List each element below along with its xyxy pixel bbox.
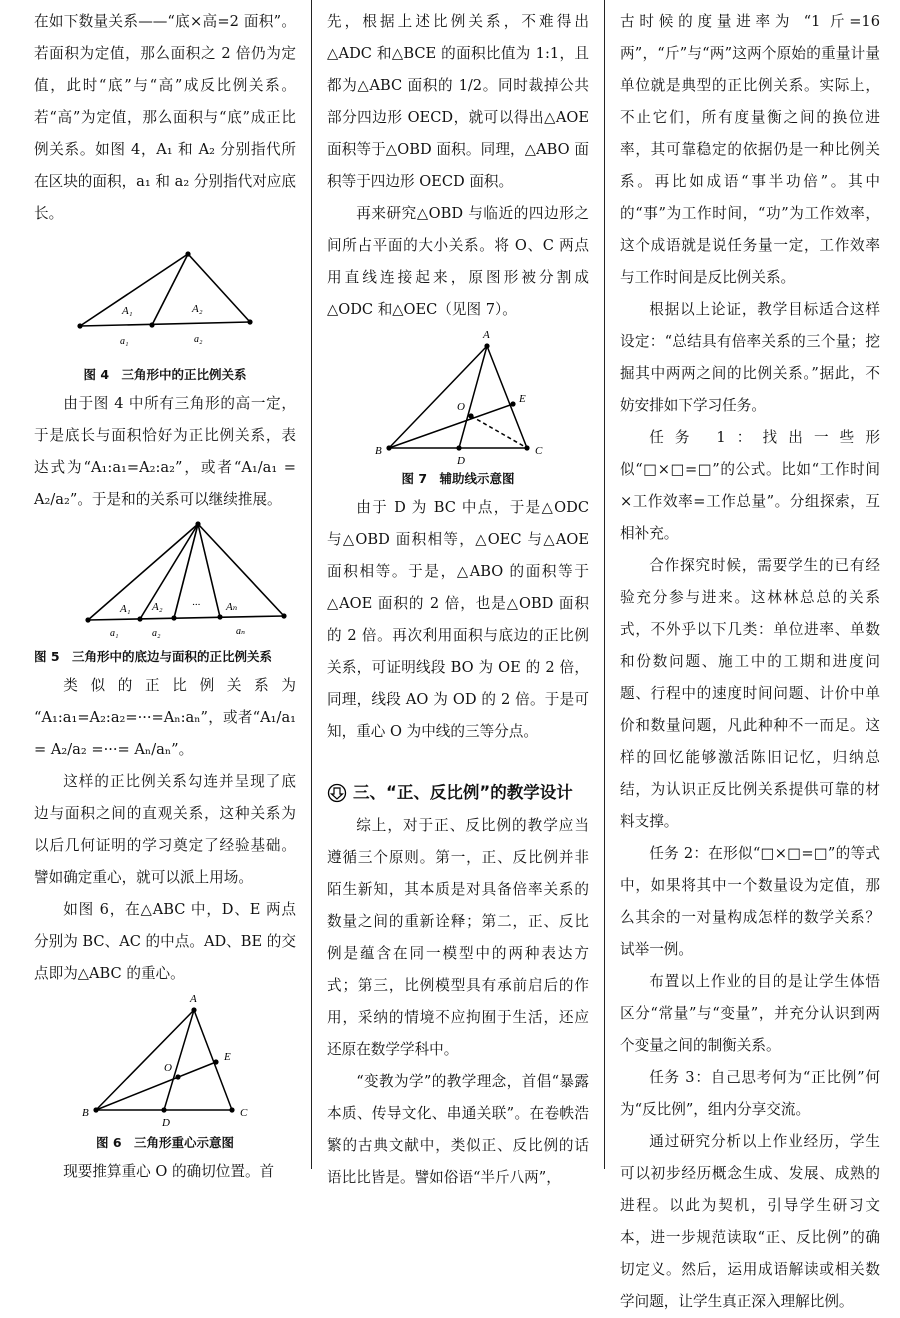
section-heading [327, 776, 589, 810]
column-3 [620, 6, 880, 1318]
paragraph: 合作探究时候，需要学生的已有经验充分参与进来。这林林总总的关系式，不外乎以下几类：单位进率、单数和份数问题、施工中的工期和进度问题、行程中的速度时间问题、计价中单价和数量问题，凡此种种不一而足。这样的回忆能够激活陈旧记忆，归纳总结，为认识正反比例关系提供可靠的材料支撑。 [620, 557, 880, 830]
figure-5-triangle [34, 516, 296, 644]
label-a1: a₁ [110, 628, 119, 639]
paragraph: 任务 3：自己思考何为“正比例”何为“反比例”，组内分享交流。 [620, 1069, 880, 1118]
paragraph: 由于图 4 中所有三角形的高一定，于是底长与面积恰好为正比例关系，表达式为“A₁:a₁=A₂:a₂”，或者“A₁/a₁ = A₂/a₂”。于是和的关系可以继续推展。 [34, 395, 296, 508]
paragraph: “变教为学”的教学理念，首倡“暴露本质、传导文化、串通关联”。在卷帙浩繁的古典文献中，类似正、反比例的话语比比皆是。譬如俗语“半斤八两”， [327, 1073, 589, 1186]
section-title: 三、“正、反比例”的教学设计 [353, 783, 573, 802]
column-divider [604, 0, 605, 1169]
figure-4-triangle [34, 230, 296, 362]
paragraph: 综上，对于正、反比例的教学应当遵循三个原则。第一，正、反比例并非陌生新知，其本质是对具备倍率关系的数量之间的重新诠释；第二，正、反比例是蕴含在同一模型中的两种表达方式；第三，比例模型具有承前启后的作用，采纳的情境不应拘囿于生活，还应还原在数学学科中。 [327, 817, 589, 1058]
paragraph: 根据以上论证，教学目标适合这样设定：“总结具有倍率关系的三个量；挖掘其中两两之间的比例关系。”据此，不妨安排如下学习任务。 [620, 301, 880, 414]
label-a2: a₂ [194, 334, 203, 345]
label-An: Aₙ [226, 601, 238, 613]
figure-6-caption: 图 6 三角形重心示意图 [95, 1135, 235, 1150]
label-C: C [535, 445, 543, 457]
label-B: B [82, 1107, 89, 1119]
paragraph: 任务 1：找出一些形似“□×□=□”的公式。比如“工作时间×工作效率=工作总量”。分组探索，互相补充。 [620, 429, 880, 542]
label-O: O [457, 401, 465, 413]
label-A1: A₁ [120, 603, 131, 615]
paragraph: 现要推算重心 O 的确切位置。首 [63, 1163, 275, 1180]
figure-4-caption: 图 4 三角形中的正比例关系 [83, 367, 247, 382]
paragraph: 先，根据上述比例关系，不难得出△ADC 和△BCE 的面积比值为 1:1，且都为△ABC 面积的 1/2。同时裁掉公共部分四边形 OECD，就可以得出△AOE 面积等于△OBD 面积。同理，△ABO 面积等于四边形 OECD 面积。 [327, 13, 589, 190]
label-E: E [519, 393, 526, 405]
paragraph: 如图 6，在△ABC 中，D、E 两点分别为 BC、AC 的中点。AD、BE 的交点即为△ABC 的重心。 [34, 901, 296, 982]
label-O: O [164, 1062, 172, 1074]
label-A2: A₂ [152, 601, 163, 613]
label-A: A [190, 993, 197, 1005]
column-1 [34, 6, 296, 1188]
label-a2: a₂ [152, 628, 161, 639]
column-2 [327, 6, 589, 1194]
paragraph: 这样的正比例关系勾连并呈现了底边与面积之间的直观关系，这种关系为以后几何证明的学习奠定了经验基础。譬如确定重心，就可以派上用场。 [34, 773, 296, 886]
label-C: C [240, 1107, 248, 1119]
label-an: aₙ [236, 626, 246, 637]
figure-5-caption: 图 5 三角形中的底边与面积的正比例关系 [34, 649, 273, 664]
label-A: A [483, 329, 490, 341]
label-A2: A₂ [192, 303, 203, 315]
paragraph: 布置以上作业的目的是让学生体悟区分“常量”与“变量”，并充分认识到两个变量之间的制衡关系。 [620, 973, 880, 1054]
figure-6-triangle [34, 990, 296, 1130]
figure-7-caption: 图 7 辅助线示意图 [401, 471, 515, 486]
paragraph: 由于 D 为 BC 中点，于是△ODC 与△OBD 面积相等，△OEC 与△AOE 面积相等。于是，△ABO 的面积等于△AOE 面积的 2 倍，也是△OBD 面积的 2 倍。再次利用面积与底边的正比例关系，可证明线段 BO 为 OE 的 2 倍，同理，线段 AO 为 OD 的 2 倍。于是可知，重心 O 为中线的三等分点。 [327, 499, 589, 740]
label-D: D [162, 1117, 170, 1129]
label-a1: a₁ [120, 336, 129, 347]
paragraph: 类似的正比例关系为 “A₁:a₁=A₂:a₂=···=Aₙ:aₙ”，或者“A₁/a₁ = A₂/a₂ =···= Aₙ/aₙ”。 [34, 677, 296, 758]
paragraph: 再来研究△OBD 与临近的四边形之间所占平面的大小关系。将 O、C 两点用直线连接起来，原图形被分割成△ODC 和△OEC（见图 7）。 [327, 205, 589, 318]
paragraph: 在如下数量关系——“底×高=2 面积”。若面积为定值，那么面积之 2 倍仍为定值，此时“底”与“高”成反比例关系。若“高”为定值，那么面积与“底”成正比例关系。如图 4，A₁ 和 A₂ 分别指代所在区块的面积，a₁ 和 a₂ 分别指代对应底长。 [34, 13, 296, 222]
paragraph: 古时候的度量进率为 “1 斤=16 两”，“斤”与“两”这两个原始的重量计量单位就是典型的正比例关系。实际上，不止它们，所有度量衡之间的换位进率，其可靠稳定的依据仍是一种比例关系。再比如成语“事半功倍”。其中的“事”为工作时间，“功”为工作效率，这个成语就是说任务量一定，工作效率与工作时间是反比例关系。 [620, 13, 880, 286]
arrow-circle-icon [327, 783, 347, 803]
label-E: E [224, 1051, 231, 1063]
label-A1: A₁ [122, 305, 133, 317]
label-B: B [375, 445, 382, 457]
paragraph: 任务 2：在形似“□×□=□”的等式中，如果将其中一个数量设为定值，那么其余的一对量构成怎样的数学关系？试举一例。 [620, 845, 880, 958]
label-D: D [457, 455, 465, 466]
figure-7-triangle [327, 326, 589, 466]
column-divider [311, 0, 312, 1169]
paragraph: 通过研究分析以上作业经历，学生可以初步经历概念生成、发展、成熟的进程。以此为契机，引导学生研习文本，进一步规范读取“正、反比例”的确切定义。然后，运用成语解读或相关数学问题，让学生真正深入理解比例。 [620, 1133, 880, 1310]
label-dots: ··· [192, 599, 201, 611]
